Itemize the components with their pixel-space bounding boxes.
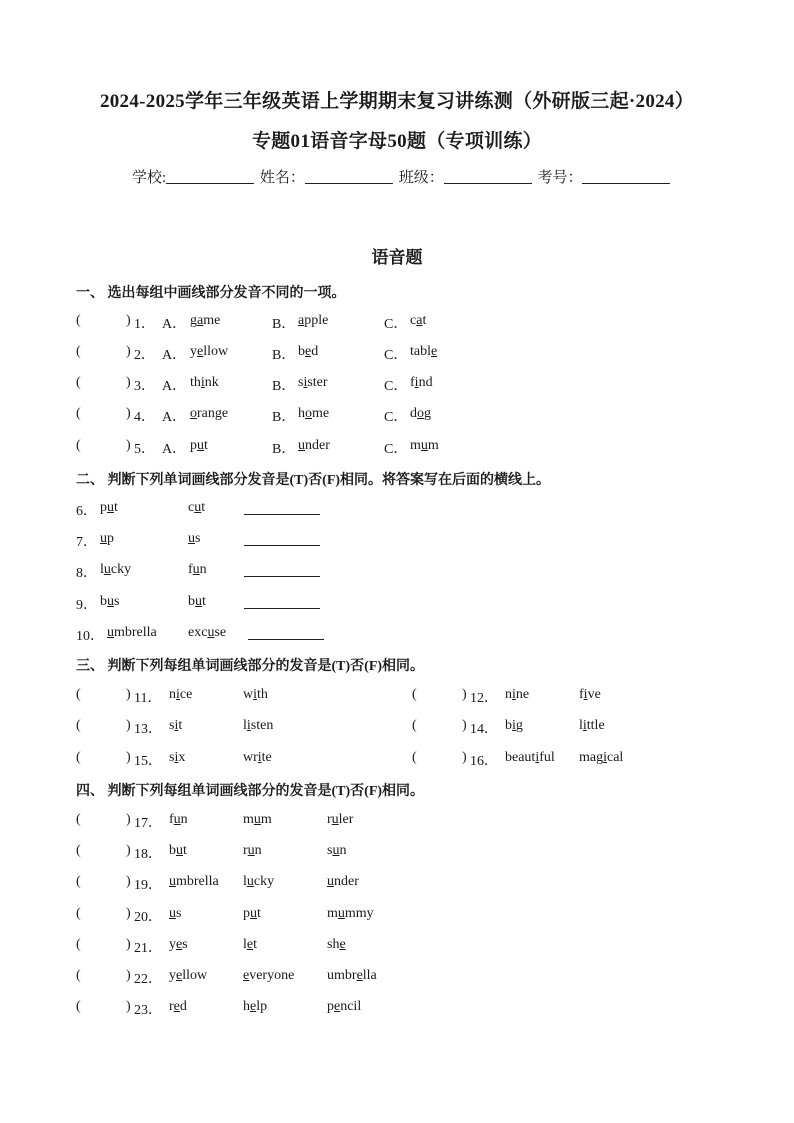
word-1: sit: [169, 718, 183, 733]
option-c-word: table: [410, 344, 438, 359]
word-1: nice: [169, 687, 193, 702]
question-number: 15．: [134, 754, 162, 769]
part2-instruction: 二、 判断下列单词画线部分发音是(T)否(F)相同。将答案写在后面的横线上。: [76, 473, 551, 488]
word-1: umbrella: [107, 625, 157, 640]
option-a-word: yellow: [190, 344, 229, 359]
option-c-letter: C．: [384, 379, 408, 394]
answer-paren-open[interactable]: (: [76, 718, 81, 733]
question-number: 21．: [134, 941, 162, 956]
question-number: 20．: [134, 910, 162, 925]
question-number: 16．: [470, 754, 498, 769]
option-b-letter: B．: [272, 379, 296, 394]
option-b-letter: B．: [272, 317, 296, 332]
answer-paren-close: ): [126, 438, 131, 453]
question-number: 12．: [470, 691, 498, 706]
option-b-letter: B．: [272, 442, 296, 457]
class-blank[interactable]: [444, 169, 532, 184]
option-c-word: find: [410, 375, 433, 390]
option-a-word: orange: [190, 406, 229, 421]
answer-paren-open[interactable]: (: [76, 687, 81, 702]
word-2: lucky: [243, 874, 275, 889]
option-c-word: mum: [410, 438, 439, 453]
option-c-letter: C．: [384, 317, 408, 332]
question-row: [76, 718, 336, 738]
word-3: sun: [327, 843, 347, 858]
question-row: [76, 625, 336, 645]
option-a-letter: A．: [162, 442, 187, 457]
option-b-letter: B．: [272, 410, 296, 425]
student-info-row: [132, 166, 672, 187]
question-number: 10．: [76, 629, 104, 644]
question-row: [76, 531, 336, 551]
question-number: 13．: [134, 722, 162, 737]
question-row: [76, 562, 336, 582]
word-2: let: [243, 937, 257, 952]
question-number: 22．: [134, 972, 162, 987]
section-heading: 语音题: [371, 248, 423, 267]
answer-paren-open[interactable]: (: [76, 812, 81, 827]
option-a-letter: A．: [162, 317, 187, 332]
answer-paren-close: ): [126, 750, 131, 765]
answer-paren-open[interactable]: (: [412, 750, 417, 765]
question-row: [76, 906, 416, 926]
word-2: five: [579, 687, 601, 702]
word-2: put: [243, 906, 261, 921]
question-number: 23．: [134, 1003, 162, 1018]
question-row: [76, 500, 336, 520]
question-number: 18．: [134, 847, 162, 862]
question-number: 1．: [134, 317, 155, 332]
question-row: [76, 594, 336, 614]
question-row: [76, 406, 476, 426]
word-3: umbrella: [327, 968, 377, 983]
answer-paren-open[interactable]: (: [76, 344, 81, 359]
word-3: ruler: [327, 812, 354, 827]
word-1: nine: [505, 687, 530, 702]
option-a-word: game: [190, 313, 221, 328]
answer-blank[interactable]: [244, 514, 320, 515]
word-1: yes: [169, 937, 188, 952]
exam-number-label: 考号：: [537, 170, 583, 186]
question-row: [412, 750, 672, 770]
question-row: [76, 750, 336, 770]
answer-paren-open[interactable]: (: [76, 406, 81, 421]
option-c-letter: C．: [384, 442, 408, 457]
question-number: 8．: [76, 566, 97, 581]
answer-paren-close: ): [462, 687, 467, 702]
answer-paren-close: ): [126, 406, 131, 421]
name-blank[interactable]: [305, 169, 393, 184]
word-1: red: [169, 999, 187, 1014]
answer-paren-close: ): [126, 313, 131, 328]
word-2: little: [579, 718, 605, 733]
word-2: magical: [579, 750, 624, 765]
option-b-letter: B．: [272, 348, 296, 363]
answer-paren-open[interactable]: (: [412, 718, 417, 733]
question-number: 6．: [76, 504, 97, 519]
answer-paren-close: ): [126, 344, 131, 359]
word-1: put: [100, 500, 118, 515]
question-number: 9．: [76, 598, 97, 613]
question-row: [412, 718, 672, 738]
school-blank[interactable]: [166, 169, 254, 184]
word-1: bus: [100, 594, 120, 609]
question-number: 17．: [134, 816, 162, 831]
option-b-word: sister: [298, 375, 328, 390]
worksheet-title: 2024-2025学年三年级英语上学期期末复习讲练测（外研版三起·2024）: [99, 91, 695, 112]
word-3: she: [327, 937, 346, 952]
answer-paren-open[interactable]: (: [76, 313, 81, 328]
question-row: [76, 968, 416, 988]
word-2: write: [243, 750, 272, 765]
question-number: 3．: [134, 379, 155, 394]
word-1: us: [169, 906, 182, 921]
answer-paren-open[interactable]: (: [76, 438, 81, 453]
part1-instruction: 一、 选出每组中画线部分发音不同的一项。: [76, 286, 346, 301]
word-2: with: [243, 687, 268, 702]
answer-paren-close: ): [126, 375, 131, 390]
answer-paren-close: ): [126, 874, 131, 889]
question-row: [76, 812, 416, 832]
word-1: umbrella: [169, 874, 219, 889]
option-c-letter: C．: [384, 348, 408, 363]
word-2: excuse: [188, 625, 227, 640]
answer-paren-close: ): [462, 718, 467, 733]
option-a-letter: A．: [162, 379, 187, 394]
answer-paren-close: ): [126, 687, 131, 702]
answer-paren-close: ): [126, 999, 131, 1014]
word-1: big: [505, 718, 523, 733]
question-number: 7．: [76, 535, 97, 550]
word-2: run: [243, 843, 262, 858]
question-number: 11．: [134, 691, 162, 706]
answer-paren-open[interactable]: (: [76, 906, 81, 921]
answer-paren-close: ): [126, 937, 131, 952]
word-2: fun: [188, 562, 207, 577]
question-row: [76, 999, 416, 1019]
exam-number-blank[interactable]: [582, 169, 670, 184]
word-1: beautiful: [505, 750, 555, 765]
question-row: [76, 937, 416, 957]
word-3: pencil: [327, 999, 362, 1014]
class-label: 班级：: [398, 170, 444, 186]
word-2: mum: [243, 812, 272, 827]
option-b-word: apple: [298, 313, 329, 328]
option-b-word: home: [298, 406, 330, 421]
word-1: but: [169, 843, 187, 858]
word-2: cut: [188, 500, 206, 515]
word-2: help: [243, 999, 268, 1014]
word-1: six: [169, 750, 186, 765]
question-row: [76, 687, 336, 707]
word-3: mummy: [327, 906, 374, 921]
word-2: everyone: [243, 968, 295, 983]
answer-paren-open[interactable]: (: [76, 750, 81, 765]
word-1: lucky: [100, 562, 132, 577]
option-c-word: cat: [410, 313, 427, 328]
answer-paren-close: ): [462, 750, 467, 765]
word-1: fun: [169, 812, 188, 827]
answer-paren-open[interactable]: (: [76, 874, 81, 889]
answer-paren-open[interactable]: (: [76, 968, 81, 983]
answer-paren-close: ): [126, 718, 131, 733]
answer-paren-open[interactable]: (: [412, 687, 417, 702]
answer-paren-close: ): [126, 968, 131, 983]
answer-blank[interactable]: [248, 639, 324, 640]
word-2: but: [188, 594, 206, 609]
question-number: 5．: [134, 442, 155, 457]
word-1: yellow: [169, 968, 208, 983]
worksheet-subtitle: 专题01语音字母50题（专项训练）: [251, 131, 543, 152]
option-a-letter: A．: [162, 410, 187, 425]
question-row: [412, 687, 672, 707]
word-3: under: [327, 874, 359, 889]
word-2: us: [188, 531, 201, 546]
question-row: [76, 344, 476, 364]
school-label: 学校:: [132, 170, 167, 186]
answer-paren-open[interactable]: (: [76, 937, 81, 952]
question-number: 14．: [470, 722, 498, 737]
question-row: [76, 843, 416, 863]
question-row: [76, 874, 416, 894]
option-c-word: dog: [410, 406, 431, 421]
answer-paren-open[interactable]: (: [76, 843, 81, 858]
answer-blank[interactable]: [244, 576, 320, 577]
answer-blank[interactable]: [244, 545, 320, 546]
part3-instruction: 三、 判断下列每组单词画线部分的发音是(T)否(F)相同。: [76, 659, 425, 674]
question-row: [76, 313, 476, 333]
question-row: [76, 438, 476, 458]
option-a-letter: A．: [162, 348, 187, 363]
answer-blank[interactable]: [244, 608, 320, 609]
name-label: 姓名：: [259, 170, 305, 186]
part4-instruction: 四、 判断下列每组单词画线部分的发音是(T)否(F)相同。: [76, 784, 425, 799]
word-2: listen: [243, 718, 274, 733]
option-a-word: think: [190, 375, 219, 390]
option-c-letter: C．: [384, 410, 408, 425]
option-b-word: bed: [298, 344, 319, 359]
question-number: 4．: [134, 410, 155, 425]
question-row: [76, 375, 476, 395]
answer-paren-close: ): [126, 812, 131, 827]
word-1: up: [100, 531, 114, 546]
answer-paren-close: ): [126, 906, 131, 921]
question-number: 19．: [134, 878, 162, 893]
question-number: 2．: [134, 348, 155, 363]
answer-paren-open[interactable]: (: [76, 375, 81, 390]
option-a-word: put: [190, 438, 208, 453]
option-b-word: under: [298, 438, 330, 453]
answer-paren-open[interactable]: (: [76, 999, 81, 1014]
answer-paren-close: ): [126, 843, 131, 858]
